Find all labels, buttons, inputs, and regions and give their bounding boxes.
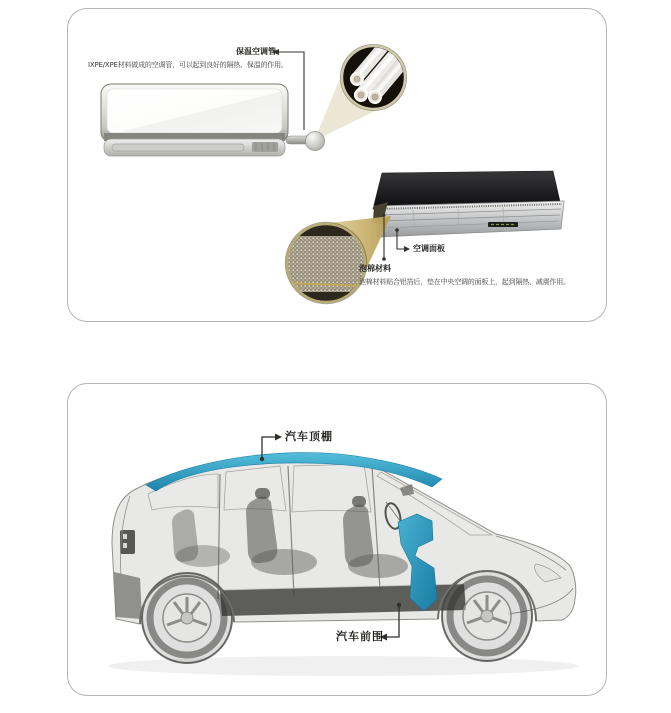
car-application-panel [67,383,607,696]
pipe-label: 保温空调管 [236,47,276,56]
ceiling-ac-unit [373,171,564,237]
front-wall-label: 汽车前围 [336,630,384,643]
car-illustration [68,384,607,696]
leader-arrow-right-icon [275,434,282,441]
ac-illustration [68,9,607,322]
front-wheel [438,571,536,661]
roof-label: 汽车顶棚 [285,430,333,443]
ac-vent-slot [112,144,244,151]
ac-application-panel [67,8,607,322]
leader-dot [382,257,386,261]
leader-arrow-right-icon [404,246,410,252]
taillight [120,530,135,554]
rear-wheel [140,573,234,663]
foam-description: 泡棉材料贴合铝箔后，垫在中央空调的面板上，起到隔热、减震作用。 [359,278,570,286]
panel-label: 空调面板 [413,244,445,253]
foam-callout-circle [285,222,366,303]
foam-label: 泡棉材料 [359,264,391,273]
wall-ac-unit [101,84,325,156]
pipe-description: IXPE/XPE材料做成的空调管，可以起到良好的隔热、保温的作用。 [88,61,288,69]
pipe-callout-circle [341,40,407,111]
ac-pipe-ball [306,132,325,151]
